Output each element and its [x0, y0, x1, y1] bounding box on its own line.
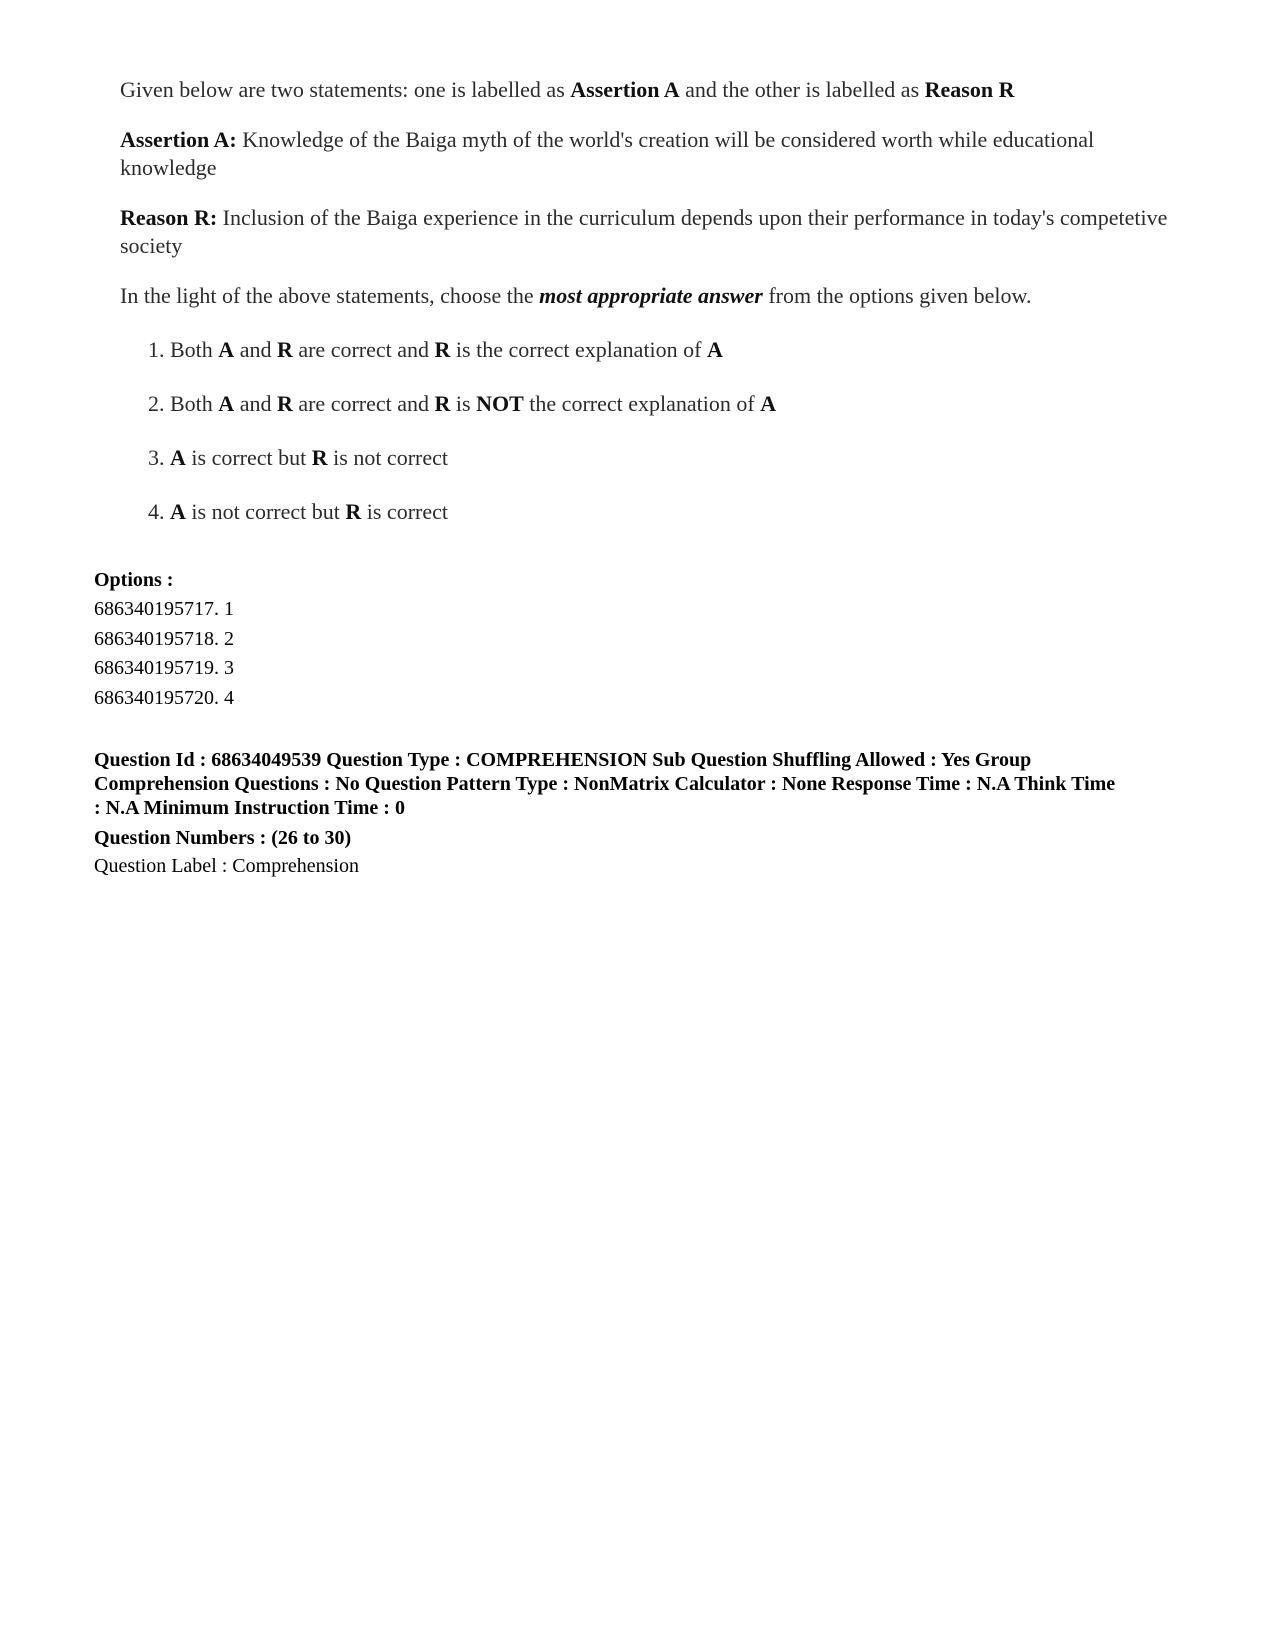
- question-meta-line: : N.A Minimum Instruction Time : 0: [94, 797, 405, 819]
- assertion-statement: [120, 126, 1180, 182]
- question-meta-line: Question Id : 68634049539 Question Type : COMPREHENSION Sub Question Shuffling Allowed : Yes Group: [94, 749, 1032, 771]
- question-meta-line: Comprehension Questions : No Question Pattern Type : NonMatrix Calculator : None Response Time : N.A Think Time: [94, 773, 1116, 795]
- choice-item-1: 1. Both A and R are correct and R is the correct explanation of A: [148, 337, 723, 362]
- assertion-text: Knowledge of the Baiga myth of the world's creation will be considered worth while educational knowledge: [120, 127, 1095, 180]
- reason-label: Reason R:: [120, 205, 218, 230]
- choice-item-2: 2. Both A and R are correct and R is NOT the correct explanation of A: [148, 391, 777, 416]
- option-item: 686340195719. 3: [94, 657, 234, 679]
- choice-item-4: 4. A is not correct but R is correct: [148, 499, 448, 524]
- option-item: 686340195718. 2: [94, 627, 234, 650]
- option-item: 686340195717. 1: [94, 598, 234, 620]
- options-section: [94, 566, 1194, 713]
- instruction-emphasis: most appropriate answer: [539, 283, 763, 308]
- question-content: [120, 76, 1180, 552]
- next-question-info: [94, 748, 1194, 878]
- options-heading: Options :: [94, 569, 174, 591]
- option-item: 686340195720. 4: [94, 686, 234, 709]
- question-numbers: Question Numbers : (26 to 30): [94, 827, 352, 849]
- reason-text: Inclusion of the Baiga experience in the curriculum depends upon their performance in today's competetive society: [120, 205, 1168, 258]
- question-instruction: In the light of the above statements, choose the most appropriate answer from the options given below.: [120, 283, 1032, 308]
- choice-item-3: 3. A is correct but R is not correct: [148, 445, 448, 470]
- question-intro: Given below are two statements: one is labelled as Assertion A and the other is labelled as Reason R: [120, 77, 1015, 102]
- reason-term: Reason R: [924, 77, 1015, 102]
- assertion-term: Assertion A: [570, 77, 680, 102]
- assertion-label: Assertion A:: [120, 127, 237, 152]
- reason-statement: [120, 204, 1180, 260]
- question-label: Question Label : Comprehension: [94, 855, 359, 877]
- choice-list: [120, 336, 1180, 526]
